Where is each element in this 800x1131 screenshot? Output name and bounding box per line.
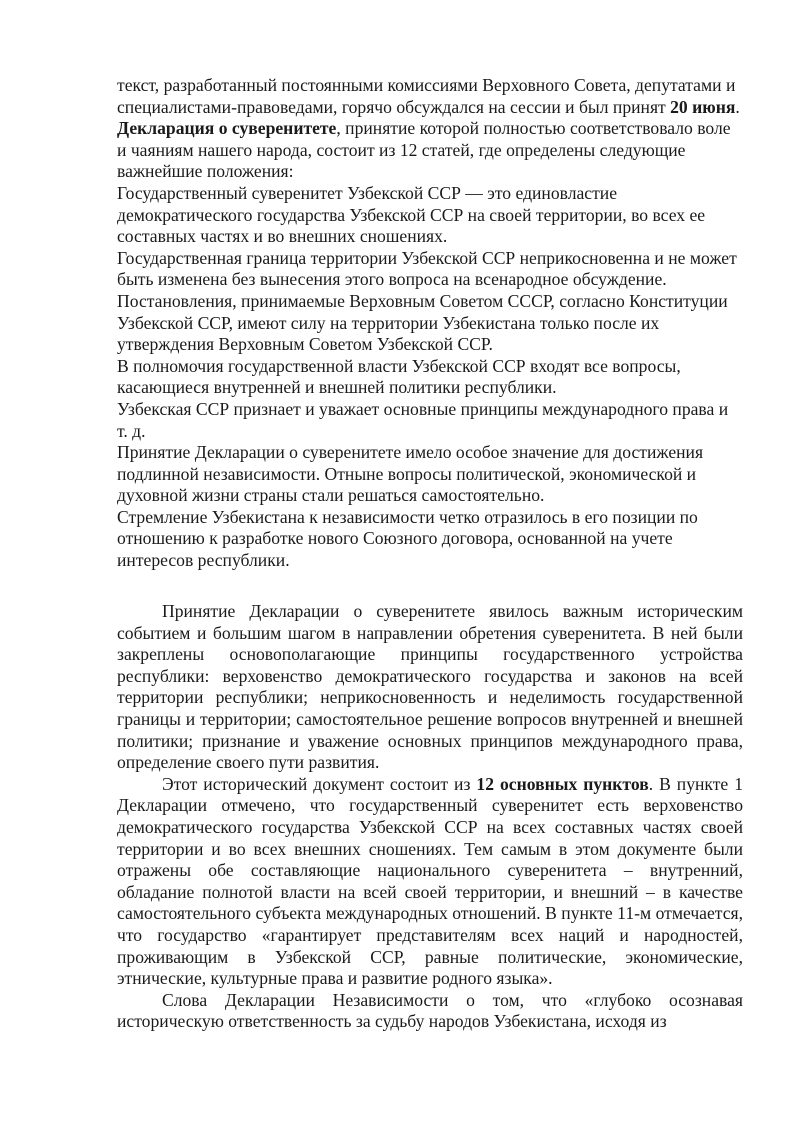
provision-item: В полномочия государственной власти Узбекской ССР входят все вопросы, касающиеся внутренней и внешней политики республики. — [117, 355, 681, 398]
opening-text-part2: . — [735, 96, 740, 117]
points-paragraph — [117, 774, 743, 990]
provision-item: Государственная граница территории Узбекской ССР неприкосновенна и не может быть изменена без вынесения этого вопроса на всенародное обсуждение. — [117, 247, 737, 290]
opening-text-part3: , принятие которой полностью соответствовало воле и чаяниям нашего народа, состоит из 12 статей, где определены следующие важнейшие положения: — [117, 118, 731, 182]
points-text-part1: Этот исторический документ состоит из — [162, 773, 477, 794]
opening-text-part1: текст, разработанный постоянными комиссиями Верховного Совета, депутатами и специалистами-правоведами, горячо обсуждался на сессии и был принят — [117, 75, 736, 117]
treaty-paragraph: Стремление Узбекистана к независимости четко отразилось в его позиции по отношению к разработке нового Союзного договора, основанной на учете интересов республики. — [117, 506, 698, 571]
closing-paragraph: Слова Декларации Независимости о том, что «глубоко осознавая историческую ответственность за судьбу народов Узбекистана, исходя из — [117, 989, 743, 1032]
declaration-title: Декларация о суверенитете — [117, 118, 337, 139]
opening-paragraph — [117, 75, 743, 183]
justified-text-section — [117, 601, 743, 1033]
points-text-part2: . В пункте 1 Декларации отмечено, что государственный суверенитет есть верховенство демократического государства Узбекской ССР на всех составных частях своей территории и во всех внешних сношениях. Тем самым в этом документе были отражены обе составляющие национального суверенитета – внутренний, обладание полнотой власти на всей своей территории, и внешний – в качестве самостоятельного субъекта международных отношений. В пункте 11-м отмечается, что государство «гарантирует представителям всех наций и народностей, проживающим в Узбекской ССР, равные политические, экономические, этнические, культурные права и развитие родного языка». — [117, 773, 743, 989]
provision-item: Постановления, принимаемые Верховным Советом СССР, согласно Конституции Узбекской ССР, имеют силу на территории Узбекистана только после их утверждения Верховным Советом Узбекской ССР. — [117, 290, 728, 355]
points-count: 12 основных пунктов — [476, 773, 649, 794]
plain-text-section — [117, 75, 743, 572]
historic-event-paragraph: Принятие Декларации о суверенитете явилось важным историческим событием и большим шагом в направлении обретения суверенитета. В ней были закреплены основополагающие принципы государственного устройства республики: верховенство демократического государства и законов на всей территории республики; неприкосновенность и неделимость государственной границы и территории; самостоятельное решение вопросов внутренней и внешней политики; признание и уважение основных принципов международного права, определение своего пути развития. — [117, 601, 743, 773]
significance-paragraph: Принятие Декларации о суверенитете имело особое значение для достижения подлинной независимости. Отныне вопросы политической, экономической и духовной жизни страны стали решаться самостоятельно. — [117, 442, 704, 506]
provision-item: Узбекская ССР признает и уважает основные принципы международного права и т. д. — [117, 398, 729, 441]
adoption-date: 20 июня — [670, 96, 736, 117]
provision-item: Государственный суверенитет Узбекской ССР — это единовластие демократического государства Узбекской ССР на своей территории, во всех ее составных частях и во внешних сношениях. — [117, 182, 706, 247]
